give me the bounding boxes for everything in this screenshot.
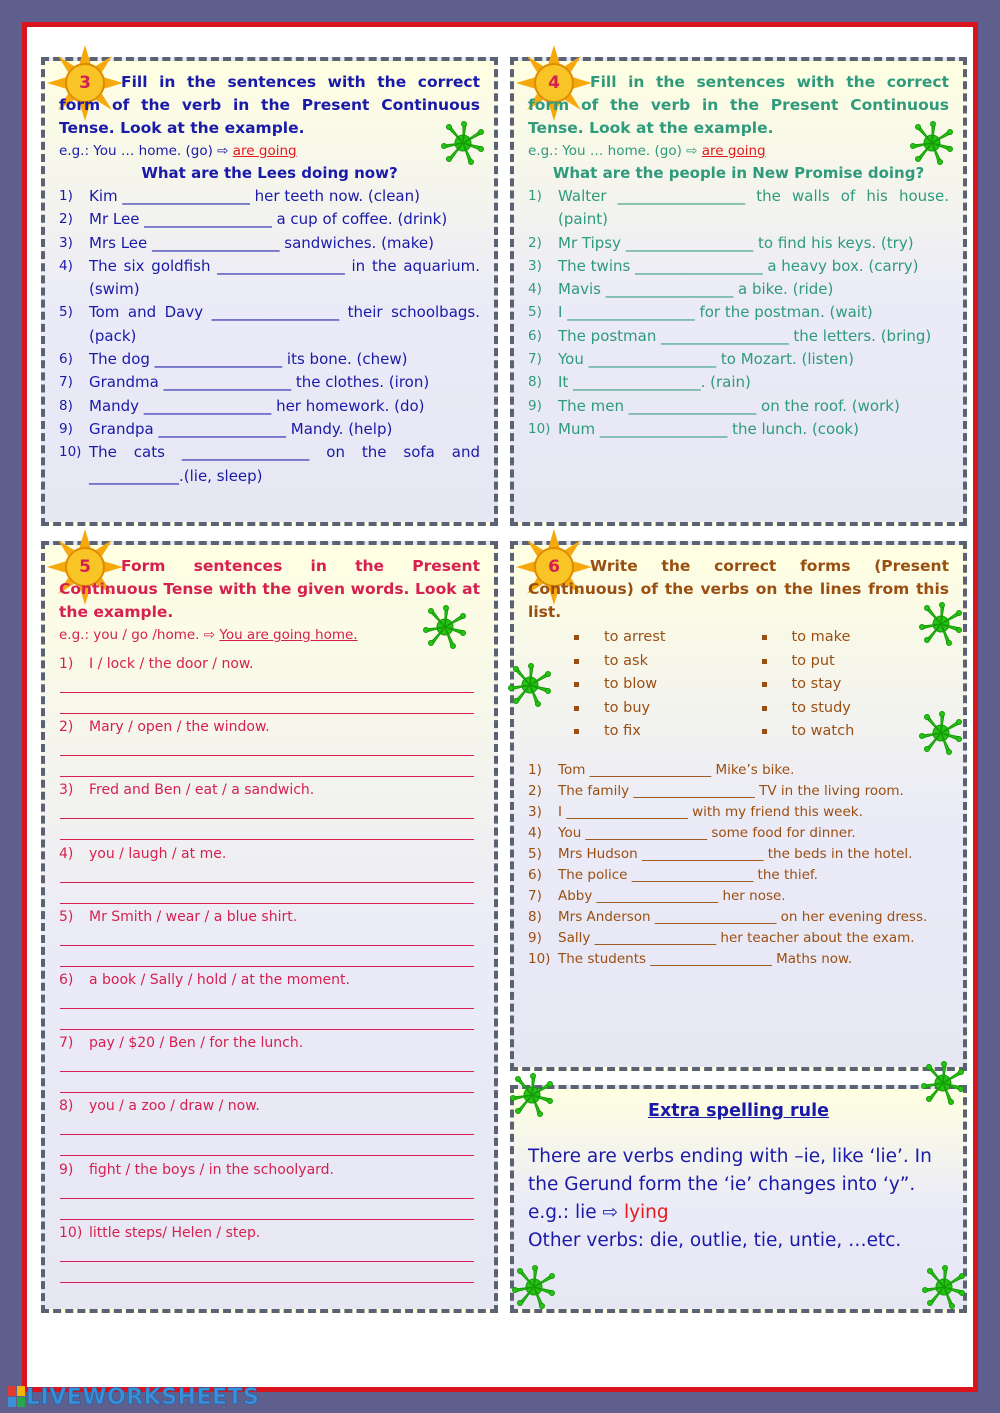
question-item [528, 185, 949, 232]
answer-line[interactable] [60, 1009, 474, 1030]
question-list [59, 656, 480, 1288]
question-list [528, 760, 949, 970]
answer-line[interactable] [60, 1199, 474, 1220]
question-item [59, 348, 480, 371]
question-item [528, 371, 949, 394]
answer-line[interactable] [60, 883, 474, 904]
answer-line[interactable] [60, 735, 474, 756]
verb-word: to arrest [574, 626, 762, 650]
question-item [59, 301, 480, 348]
question-item [528, 886, 949, 907]
extra-rule-body [528, 1143, 949, 1255]
question-number: 8) [59, 1098, 74, 1115]
liveworksheets-logo[interactable] [8, 1384, 259, 1410]
answer-line[interactable] [60, 925, 474, 946]
question-text[interactable]: Mavis _________________ a bike. (ride) [558, 280, 834, 299]
question-item [59, 719, 480, 782]
question-item [59, 255, 480, 302]
question-number: 3) [59, 782, 74, 799]
question-item [59, 782, 480, 845]
question-text[interactable]: Grandpa _________________ Mandy. (help) [89, 419, 393, 438]
question-text[interactable]: Grandma _________________ the clothes. (iron) [89, 373, 430, 392]
question-number: 4) [528, 281, 542, 298]
green-splat-icon [512, 1265, 556, 1309]
question-number: 4) [528, 824, 542, 841]
question-number: 5) [59, 304, 73, 321]
question-number: 3) [528, 803, 542, 820]
example-answer: are going [701, 143, 766, 159]
question-text[interactable]: The dog _________________ its bone. (chew) [89, 350, 408, 369]
question-text[interactable]: Abby __________________ her nose. [558, 887, 786, 904]
question-text: Mr Smith / wear / a blue shirt. [89, 908, 298, 925]
question-text[interactable]: I __________________ with my friend this week. [558, 803, 863, 820]
exercise-4-panel [510, 57, 967, 526]
extra-rule-title: Extra spelling rule [648, 1101, 829, 1121]
question-item [528, 278, 949, 301]
answer-line[interactable] [60, 1114, 474, 1135]
instruction: Form sentences in the Present Continuous Tense with the given words. Look at the example. [59, 557, 480, 621]
question-number: 1) [59, 188, 73, 204]
question-item [528, 928, 949, 949]
question-text: I / lock / the door / now. [89, 656, 254, 672]
question-item [528, 395, 949, 418]
question-number: 10) [528, 420, 551, 437]
question-text[interactable]: The twins _________________ a heavy box. (carry) [558, 256, 919, 275]
question-text: a book / Sally / hold / at the moment. [89, 971, 350, 988]
verb-word: to study [762, 697, 950, 721]
question-text[interactable]: I _________________ for the postman. (wait) [558, 303, 873, 322]
question-text: Mary / open / the window. [89, 719, 270, 736]
question-item [59, 441, 480, 488]
question-number: 9) [528, 397, 542, 414]
question-text[interactable]: Tom and Davy _________________ their schoolbags. (pack) [89, 303, 480, 345]
question-number: 4) [59, 257, 73, 274]
answer-line[interactable] [60, 988, 474, 1009]
verb-word: to ask [574, 650, 762, 674]
verb-word: to put [762, 650, 950, 674]
question-number: 6) [528, 327, 542, 344]
question-number: 7) [528, 887, 542, 904]
question-text[interactable]: Mrs Anderson __________________ on her evening dress. [558, 908, 928, 925]
question-text[interactable]: The cats _________________ on the sofa and ____________.(lie, sleep) [89, 443, 480, 485]
question-list [528, 185, 949, 441]
verb-word-list [574, 626, 949, 744]
question-item [528, 949, 949, 970]
question-item [59, 1035, 480, 1098]
question-item [59, 395, 480, 418]
question-prompt [59, 972, 480, 988]
question-text: Fred and Ben / eat / a sandwich. [89, 782, 315, 799]
question-text[interactable]: The men _________________ on the roof. (work) [558, 396, 900, 415]
instruction: Fill in the sentences with the correct form of the verb in the Present Continuous Tense. Look at the example. [528, 73, 949, 137]
exercise-number: 3 [79, 73, 91, 93]
exercise-3-panel [41, 57, 498, 526]
question-number: 3) [59, 234, 73, 251]
answer-line[interactable] [60, 1262, 474, 1283]
verb-word: to buy [574, 697, 762, 721]
question-text[interactable]: Tom __________________ Mike’s bike. [558, 761, 795, 778]
question-text: little steps/ Helen / step. [89, 1224, 261, 1241]
exercise-6-panel [510, 541, 967, 1071]
question-item [528, 301, 949, 324]
question-item [59, 371, 480, 394]
question-number: 6) [59, 351, 73, 368]
answer-line[interactable] [60, 1135, 474, 1156]
verb-word: to stay [762, 673, 950, 697]
question-number: 2) [59, 719, 74, 736]
question-number: 5) [528, 845, 542, 862]
question-text[interactable]: The police __________________ the thief. [558, 866, 818, 883]
question-text[interactable]: Mr Lee _________________ a cup of coffee. (drink) [89, 210, 448, 229]
question-item [528, 418, 949, 441]
question-number: 4) [59, 845, 74, 862]
question-item [59, 972, 480, 1035]
answer-line[interactable] [60, 672, 474, 693]
question-text[interactable]: Kim _________________ her teeth now. (clean) [89, 187, 420, 205]
question-text[interactable]: Mrs Hudson __________________ the beds in the hotel. [558, 845, 913, 862]
question-number: 5) [59, 908, 74, 925]
question-text[interactable]: Sally __________________ her teacher about the exam. [558, 929, 915, 946]
extra-rule-panel [510, 1085, 967, 1313]
question-item [528, 865, 949, 886]
question-text[interactable]: The students __________________ Maths now. [558, 950, 853, 967]
question-item [59, 846, 480, 909]
question-item [59, 185, 480, 208]
question-item [528, 348, 949, 371]
question-number: 9) [528, 929, 542, 946]
question-item [528, 823, 949, 844]
answer-line[interactable] [60, 819, 474, 840]
question-number: 9) [59, 420, 73, 437]
answer-line[interactable] [60, 693, 474, 714]
question-text[interactable]: The six goldfish _________________ in the aquarium. (swim) [89, 256, 480, 299]
question-text[interactable]: The family __________________ TV in the living room. [558, 782, 904, 799]
question-number: 5) [528, 304, 542, 321]
example: e.g.: You … home. (go) ⇨ are going [59, 143, 297, 159]
verb-word: to fix [574, 720, 762, 744]
exercise-5-panel [41, 541, 498, 1313]
example: e.g.: you / go /home. ⇨ You are going home. [59, 627, 358, 643]
question-item [528, 760, 949, 781]
answer-line[interactable] [60, 756, 474, 777]
answer-line[interactable] [60, 1072, 474, 1093]
question-text[interactable]: The postman _________________ the letters. (bring) [558, 326, 932, 345]
logo-text: LIVEWORKSHEETS [26, 1384, 260, 1410]
question-prompt [59, 1162, 480, 1178]
answer-line[interactable] [60, 798, 474, 819]
extra-rule-example: e.g.: lie ⇨ lying [528, 1202, 669, 1223]
question-prompt [59, 1098, 480, 1114]
extra-rule-line: There are verbs ending with –ie, like ‘lie’. In the Gerund form the ‘ie’ changes into ‘y”. [528, 1146, 932, 1195]
question-number: 8) [528, 908, 542, 925]
question-item [59, 656, 480, 719]
question-number: 2) [528, 234, 542, 251]
answer-line[interactable] [60, 1051, 474, 1072]
example: e.g.: You … home. (go) ⇨ are going [528, 143, 766, 159]
question-item [59, 232, 480, 255]
question-number: 10) [59, 1224, 83, 1241]
question-text: you / laugh / at me. [89, 845, 227, 862]
question-text[interactable]: You _________________ to Mozart. (listen) [558, 350, 854, 369]
question-item [528, 907, 949, 928]
example-answer: You are going home. [219, 627, 358, 643]
subtitle: What are the people in New Promise doing? [552, 164, 925, 182]
answer-line[interactable] [60, 946, 474, 967]
question-text[interactable]: Mandy _________________ her homework. (do) [89, 396, 425, 415]
question-item [59, 418, 480, 441]
question-prompt [59, 909, 480, 925]
question-text[interactable]: Mr Tipsy _________________ to find his keys. (try) [558, 233, 914, 252]
question-number: 8) [59, 397, 73, 414]
question-prompt [59, 1035, 480, 1051]
question-item [59, 208, 480, 231]
answer-line[interactable] [60, 862, 474, 883]
question-text[interactable]: It _________________. (rain) [558, 373, 751, 392]
question-text[interactable]: Walter _________________ the walls of his house. (paint) [558, 187, 949, 229]
question-number: 8) [528, 374, 542, 391]
verb-word: to blow [574, 673, 762, 697]
answer-line[interactable] [60, 1178, 474, 1199]
question-item [59, 1225, 480, 1288]
question-number: 2) [59, 211, 73, 228]
question-number: 2) [528, 782, 542, 799]
verb-word: to make [762, 626, 950, 650]
question-item [528, 802, 949, 823]
question-item [528, 844, 949, 865]
green-splat-icon [922, 1265, 966, 1309]
answer-line[interactable] [60, 1241, 474, 1262]
question-item [528, 232, 949, 255]
question-number: 7) [59, 1035, 74, 1052]
question-item [528, 255, 949, 278]
instruction: Fill in the sentences with the correct form of the verb in the Present Continuous Tense. Look at the example. [59, 73, 480, 137]
question-number: 7) [59, 374, 73, 391]
question-number: 1) [59, 656, 74, 672]
question-text: you / a zoo / draw / now. [89, 1098, 260, 1115]
question-text: pay / $20 / Ben / for the lunch. [89, 1035, 304, 1052]
question-prompt [59, 782, 480, 798]
question-text[interactable]: Mum _________________ the lunch. (cook) [558, 419, 859, 438]
exercise-number: 6 [548, 557, 560, 577]
question-text[interactable]: Mrs Lee _________________ sandwiches. (make) [89, 233, 434, 252]
question-number: 3) [528, 257, 542, 274]
question-number: 1) [528, 761, 542, 778]
instruction: Write the correct forms (Present Continuous) of the verbs on the lines from this list. [528, 557, 949, 621]
question-number: 9) [59, 1161, 74, 1178]
exercise-number: 4 [548, 73, 560, 93]
question-prompt [59, 846, 480, 862]
subtitle: What are the Lees doing now? [141, 164, 398, 182]
question-item [528, 781, 949, 802]
example-answer: are going [232, 143, 297, 159]
extra-rule-line: Other verbs: die, outlie, tie, untie, …etc. [528, 1230, 902, 1251]
question-number: 10) [59, 444, 82, 461]
question-list [59, 185, 480, 488]
question-prompt [59, 1225, 480, 1241]
question-number: 6) [528, 866, 542, 883]
question-prompt [59, 719, 480, 735]
question-item [528, 325, 949, 348]
example-answer: lying [623, 1202, 669, 1223]
question-item [59, 1162, 480, 1225]
question-prompt [59, 656, 480, 672]
logo-icon [8, 1386, 26, 1408]
question-text: fight / the boys / in the schoolyard. [89, 1161, 334, 1178]
question-number: 6) [59, 971, 74, 988]
question-number: 10) [528, 950, 551, 967]
verb-word: to watch [762, 720, 950, 744]
exercise-number: 5 [79, 557, 91, 577]
question-number: 1) [528, 188, 542, 204]
question-item [59, 909, 480, 972]
question-number: 7) [528, 351, 542, 368]
question-item [59, 1098, 480, 1161]
question-text[interactable]: You __________________ some food for dinner. [558, 824, 856, 841]
